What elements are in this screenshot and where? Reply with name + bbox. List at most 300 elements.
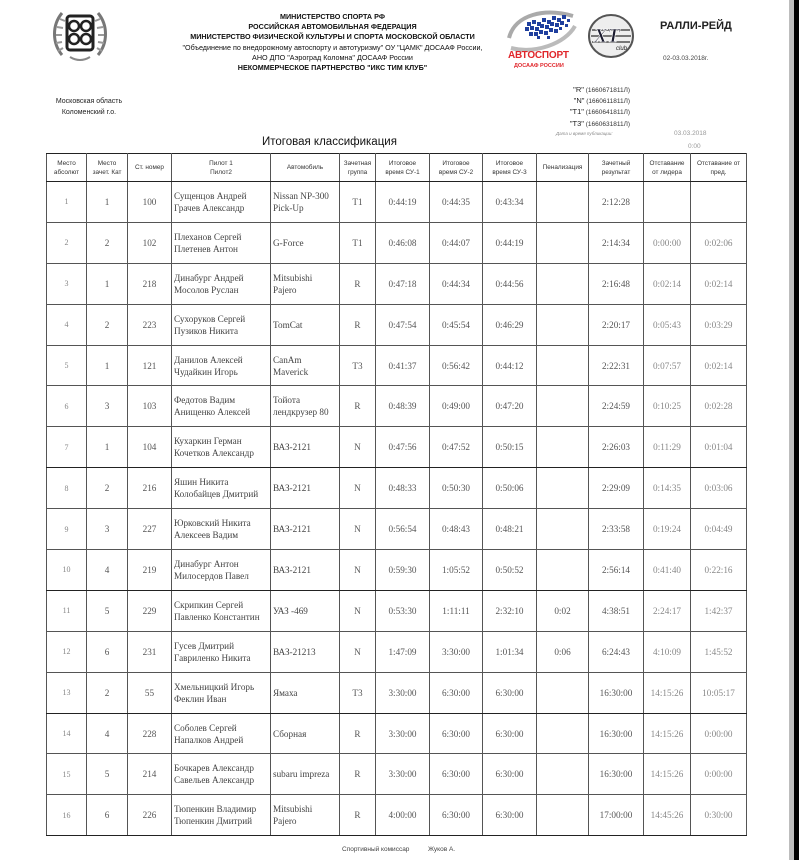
- cell-start-number: 216: [128, 468, 172, 509]
- column-header-line: Итоговое: [495, 159, 524, 167]
- cell-gap-prev: 0:02:06: [691, 222, 747, 263]
- table-row: [47, 795, 747, 836]
- cell-car-line: ВАЗ-2121: [273, 483, 311, 494]
- cell-gap-prev: 0:02:28: [691, 386, 747, 427]
- cell-su2: 0:44:35: [430, 182, 483, 223]
- cell-place-cat: 5: [87, 590, 128, 631]
- cell-group: R: [340, 386, 376, 427]
- cell-place-cat: 3: [87, 509, 128, 550]
- cell-pilots-line: Скрипкин Сергей: [174, 599, 244, 610]
- cell-result: 4:38:51: [589, 590, 644, 631]
- license-code: (1660671811Л): [585, 87, 630, 94]
- cell-su2: 0:47:52: [430, 427, 483, 468]
- cell-pilots-line: Павленко Константин: [174, 611, 260, 622]
- cell-pilots-line: Милосердов Павел: [174, 570, 249, 581]
- cell-pilots: [172, 631, 271, 672]
- cell-place-cat: 4: [87, 713, 128, 754]
- cell-su3: 6:30:00: [483, 754, 537, 795]
- cell-gap-prev: 0:03:29: [691, 304, 747, 345]
- column-header-line: пред.: [710, 168, 727, 176]
- cell-car: [271, 345, 340, 386]
- cell-car: [271, 263, 340, 304]
- column-header-line: Зачетная: [343, 159, 372, 167]
- cell-result: 2:20:17: [589, 304, 644, 345]
- column-header-line: от лидера: [652, 168, 682, 176]
- table-row: [47, 713, 747, 754]
- cell-result: 16:30:00: [589, 713, 644, 754]
- cell-pilots-line: Феклин Иван: [174, 693, 227, 704]
- table-row: [47, 222, 747, 263]
- cell-car-line: Mitsubishi: [273, 272, 313, 283]
- cell-gap-leader: [644, 182, 691, 223]
- cell-group: T3: [340, 672, 376, 713]
- cell-group: R: [340, 795, 376, 836]
- cell-car: [271, 795, 340, 836]
- column-header-car: [271, 154, 340, 182]
- column-header-line: зачет. Кат: [92, 168, 122, 176]
- cell-gap-prev: 0:22:16: [691, 550, 747, 591]
- cell-place-abs: 9: [47, 509, 87, 550]
- column-header-su3: [483, 154, 537, 182]
- cell-car-line: subaru impreza: [273, 769, 330, 780]
- cell-car-line: УАЗ -469: [273, 605, 308, 616]
- cell-gap-prev: 0:00:00: [691, 754, 747, 795]
- cell-su1: 0:46:08: [376, 222, 430, 263]
- column-header-gap-leader: [644, 154, 691, 182]
- column-header-place-cat: [87, 154, 128, 182]
- cell-gap-leader: 0:00:00: [644, 222, 691, 263]
- table-row: [47, 468, 747, 509]
- cell-start-number: 227: [128, 509, 172, 550]
- cell-su1: 0:47:54: [376, 304, 430, 345]
- cell-result: 2:16:48: [589, 263, 644, 304]
- cell-su2: 0:56:42: [430, 345, 483, 386]
- cell-gap-prev: 0:04:49: [691, 509, 747, 550]
- license-item: [540, 107, 670, 118]
- cell-su1: 0:53:30: [376, 590, 430, 631]
- cell-place-cat: 5: [87, 754, 128, 795]
- cell-car-line: Сборная: [273, 728, 307, 739]
- cell-place-abs: 13: [47, 672, 87, 713]
- cell-penalty: [537, 304, 589, 345]
- cell-result: 2:26:03: [589, 427, 644, 468]
- cell-place-abs: 1: [47, 182, 87, 223]
- cell-su2: 0:44:34: [430, 263, 483, 304]
- cell-su1: 0:59:30: [376, 550, 430, 591]
- cell-su3: 0:43:34: [483, 182, 537, 223]
- cell-start-number: 226: [128, 795, 172, 836]
- avtosport-logo-subtext: ДОСААФ РОССИИ: [514, 63, 564, 69]
- cell-pilots-line: Хмельницкий Игорь: [174, 681, 255, 692]
- publication-label: Дата и время публикации:: [556, 131, 613, 136]
- cell-pilots: [172, 468, 271, 509]
- cell-gap-prev: 0:02:14: [691, 263, 747, 304]
- cell-su2: 1:11:11: [430, 590, 483, 631]
- avtosport-logo-text: АВТОСПОРТ: [508, 50, 569, 61]
- cell-pilots-line: Тюпенкин Дмитрий: [174, 816, 253, 827]
- license-item: [540, 119, 670, 130]
- cell-gap-leader: 14:15:26: [644, 713, 691, 754]
- cell-pilots: [172, 304, 271, 345]
- cell-pilots: [172, 590, 271, 631]
- cell-car-line: ВАЗ-2121: [273, 564, 311, 575]
- cell-su1: 4:00:00: [376, 795, 430, 836]
- cell-pilots-line: Соболев Сергей: [174, 722, 237, 733]
- cell-start-number: 229: [128, 590, 172, 631]
- publication-time: 0:00: [688, 143, 701, 150]
- cell-su3: 6:30:00: [483, 795, 537, 836]
- cell-pilots: [172, 795, 271, 836]
- cell-start-number: 102: [128, 222, 172, 263]
- svg-text:club: club: [616, 46, 628, 52]
- cell-pilots-line: Плеханов Сергей: [174, 231, 242, 242]
- cell-pilots-line: Гавриленко Никита: [174, 652, 251, 663]
- column-header-line: Пенализация: [542, 164, 583, 171]
- table-header-row: [47, 154, 747, 182]
- cell-place-abs: 16: [47, 795, 87, 836]
- cell-su1: 1:47:09: [376, 631, 430, 672]
- cell-gap-leader: 0:14:35: [644, 468, 691, 509]
- cell-car-line: Mitsubishi: [273, 804, 313, 815]
- cell-penalty: [537, 509, 589, 550]
- cell-pilots: [172, 713, 271, 754]
- table-row: [47, 754, 747, 795]
- column-header-result: [589, 154, 644, 182]
- cell-penalty: [537, 468, 589, 509]
- cell-place-abs: 10: [47, 550, 87, 591]
- cell-penalty: [537, 795, 589, 836]
- region-block: [44, 96, 134, 118]
- document-title: Итоговая классификация: [262, 136, 397, 148]
- cell-pilots-line: Чудайкин Игорь: [174, 366, 238, 377]
- cell-car-line: Maverick: [273, 366, 309, 377]
- cell-penalty: 0:02: [537, 590, 589, 631]
- cell-start-number: 55: [128, 672, 172, 713]
- column-header-line: Итоговое: [388, 159, 417, 167]
- cell-gap-prev: 0:00:00: [691, 713, 747, 754]
- cell-car: [271, 672, 340, 713]
- cell-gap-prev: 0:02:14: [691, 345, 747, 386]
- cell-gap-leader: 2:24:17: [644, 590, 691, 631]
- cell-place-cat: 2: [87, 222, 128, 263]
- cell-pilots: [172, 263, 271, 304]
- cell-result: 6:24:43: [589, 631, 644, 672]
- cell-result: 17:00:00: [589, 795, 644, 836]
- cell-gap-leader: 0:11:29: [644, 427, 691, 468]
- column-header-line: Пилот2: [210, 168, 232, 176]
- column-header-penalty: [537, 154, 589, 182]
- cell-place-cat: 3: [87, 386, 128, 427]
- cell-group: R: [340, 754, 376, 795]
- column-header-line: результат: [601, 168, 631, 176]
- cell-start-number: 223: [128, 304, 172, 345]
- cell-su2: 6:30:00: [430, 672, 483, 713]
- column-header-line: Пилот 1: [209, 159, 233, 167]
- cell-su3: 0:44:19: [483, 222, 537, 263]
- cell-penalty: 0:06: [537, 631, 589, 672]
- cell-pilots: [172, 754, 271, 795]
- cell-pilots-line: Кочетков Александр: [174, 448, 254, 459]
- cell-car: [271, 509, 340, 550]
- table-row: [47, 427, 747, 468]
- cell-place-cat: 1: [87, 182, 128, 223]
- cell-car: [271, 550, 340, 591]
- cell-pilots-line: Бочкарев Александр: [174, 763, 254, 774]
- cell-group: R: [340, 263, 376, 304]
- license-code: (1660641811Л): [585, 109, 630, 117]
- cell-su1: 3:30:00: [376, 672, 430, 713]
- org-line: РОССИЙСКАЯ АВТОМОБИЛЬНАЯ ФЕДЕРАЦИЯ: [248, 22, 417, 32]
- org-line: МИНИСТЕРСТВО ФИЗИЧЕСКОЙ КУЛЬТУРЫ И СПОРТА МОСКОВСКОЙ ОБЛАСТИ: [190, 32, 475, 42]
- cell-place-cat: 2: [87, 468, 128, 509]
- cell-pilots-line: Кухаркин Герман: [174, 436, 242, 447]
- cell-result: 16:30:00: [589, 754, 644, 795]
- table-row: [47, 550, 747, 591]
- cell-pilots: [172, 550, 271, 591]
- avtosport-logo: [505, 8, 580, 70]
- column-header-gap-prev: [691, 154, 747, 182]
- cell-gap-leader: 14:15:26: [644, 672, 691, 713]
- cell-car-line: CanAm: [273, 354, 302, 365]
- org-line: МИНИСТЕРСТВО СПОРТА РФ: [280, 12, 385, 21]
- publication-date: 03.03.2018: [674, 130, 707, 137]
- cell-gap-leader: 14:15:26: [644, 754, 691, 795]
- cell-penalty: [537, 550, 589, 591]
- cell-group: N: [340, 550, 376, 591]
- cell-car-line: Pajero: [273, 284, 297, 295]
- cell-group: N: [340, 427, 376, 468]
- cell-pilots-line: Сущенцов Андрей: [174, 190, 247, 201]
- cell-su2: 6:30:00: [430, 713, 483, 754]
- xteam-club-logo-icon: [586, 12, 636, 60]
- cell-group: T1: [340, 222, 376, 263]
- cell-car-line: TomCat: [273, 319, 303, 330]
- cell-place-abs: 5: [47, 345, 87, 386]
- cell-su2: 0:49:00: [430, 386, 483, 427]
- region-line: Коломенский г.о.: [61, 109, 117, 116]
- cell-place-cat: 6: [87, 631, 128, 672]
- cell-su3: 0:50:06: [483, 468, 537, 509]
- event-title: РАЛЛИ-РЕЙД: [660, 20, 732, 32]
- scrollbar-edge[interactable]: [794, 0, 799, 860]
- cell-result: 2:14:34: [589, 222, 644, 263]
- cell-car-line: ВАЗ-21213: [273, 646, 316, 657]
- cell-pilots: [172, 222, 271, 263]
- cell-su3: 6:30:00: [483, 672, 537, 713]
- cell-su1: 3:30:00: [376, 754, 430, 795]
- cell-gap-leader: 0:02:14: [644, 263, 691, 304]
- cell-car: [271, 713, 340, 754]
- cell-gap-prev: 0:03:06: [691, 468, 747, 509]
- cell-car: [271, 386, 340, 427]
- cell-car: [271, 468, 340, 509]
- cell-pilots: [172, 672, 271, 713]
- table-row: [47, 672, 747, 713]
- column-header-group: [340, 154, 376, 182]
- cell-car-line: G-Force: [273, 237, 304, 248]
- org-line: "Объединение по внедорожному автоспорту и автотуризму" ОУ "ЦАМК" ДОСААФ России,: [182, 42, 483, 52]
- cell-pilots-line: Колобайцев Дмитрий: [174, 489, 259, 500]
- region-line: Московская область: [55, 98, 123, 105]
- commissioner-name: Жуков А.: [428, 846, 456, 853]
- license-code: (1660631811Л): [585, 120, 630, 128]
- cell-pilots-line: Анищенко Алексей: [174, 407, 251, 418]
- column-header-line: Отставание: [649, 159, 685, 167]
- license-group: "T3": [569, 118, 584, 128]
- cell-gap-leader: 0:05:43: [644, 304, 691, 345]
- cell-su1: 0:48:33: [376, 468, 430, 509]
- cell-result: 16:30:00: [589, 672, 644, 713]
- column-header-line: Место: [97, 159, 117, 167]
- cell-start-number: 214: [128, 754, 172, 795]
- cell-pilots-line: Яшин Никита: [174, 477, 229, 488]
- cell-su3: 0:50:52: [483, 550, 537, 591]
- cell-start-number: 218: [128, 263, 172, 304]
- cell-su2: 3:30:00: [430, 631, 483, 672]
- column-header-line: абсолют: [53, 168, 80, 176]
- cell-result: 2:56:14: [589, 550, 644, 591]
- cell-group: R: [340, 713, 376, 754]
- cell-place-abs: 6: [47, 386, 87, 427]
- cell-group: R: [340, 304, 376, 345]
- cell-penalty: [537, 713, 589, 754]
- cell-start-number: 228: [128, 713, 172, 754]
- cell-car: [271, 754, 340, 795]
- column-header-line: Ст. номер: [135, 164, 164, 171]
- cell-su1: 0:44:19: [376, 182, 430, 223]
- cell-car-line: лендкрузер 80: [273, 407, 329, 418]
- cell-pilots-line: Тюпенкин Владимир: [174, 804, 257, 815]
- cell-car-line: Тойота: [273, 395, 301, 406]
- cell-place-abs: 14: [47, 713, 87, 754]
- cell-place-abs: 3: [47, 263, 87, 304]
- cell-pilots-line: Напалков Андрей: [174, 734, 244, 745]
- table-row: [47, 509, 747, 550]
- cell-penalty: [537, 672, 589, 713]
- license-group: "T1": [569, 107, 584, 117]
- cell-su3: 0:47:20: [483, 386, 537, 427]
- column-header-line: Зачетный: [601, 159, 631, 167]
- cell-pilots-line: Грачев Александр: [174, 202, 245, 213]
- cell-su3: 0:50:15: [483, 427, 537, 468]
- cell-place-cat: 2: [87, 304, 128, 345]
- cell-car-line: Ямаха: [273, 687, 298, 698]
- cell-su3: 2:32:10: [483, 590, 537, 631]
- table-row: [47, 304, 747, 345]
- license-group: "R": [573, 85, 584, 94]
- cell-gap-prev: 1:42:37: [691, 590, 747, 631]
- cell-gap-prev: [691, 182, 747, 223]
- cell-place-abs: 12: [47, 631, 87, 672]
- cell-penalty: [537, 182, 589, 223]
- cell-result: 2:29:09: [589, 468, 644, 509]
- cell-pilots-line: Динабург Андрей: [174, 272, 244, 283]
- cell-su3: 6:30:00: [483, 713, 537, 754]
- cell-car: [271, 590, 340, 631]
- license-item: [540, 85, 670, 96]
- cell-result: 2:22:31: [589, 345, 644, 386]
- cell-place-cat: 1: [87, 427, 128, 468]
- column-header-line: время СУ-2: [438, 168, 474, 176]
- cell-start-number: 121: [128, 345, 172, 386]
- license-group: "N": [573, 96, 585, 106]
- cell-group: N: [340, 509, 376, 550]
- cell-pilots: [172, 509, 271, 550]
- cell-pilots: [172, 345, 271, 386]
- cell-group: N: [340, 468, 376, 509]
- cell-su1: 0:56:54: [376, 509, 430, 550]
- cell-car-line: ВАЗ-2121: [273, 524, 311, 535]
- cell-su2: 0:50:30: [430, 468, 483, 509]
- column-header-line: Место: [57, 159, 76, 167]
- cell-gap-prev: 10:05:17: [691, 672, 747, 713]
- cell-su1: 0:48:39: [376, 386, 430, 427]
- cell-su3: 0:44:56: [483, 263, 537, 304]
- cell-place-abs: 11: [47, 590, 87, 631]
- cell-car-line: Nissan NP-300: [273, 190, 329, 201]
- cell-pilots-line: Алексеев Вадим: [174, 530, 239, 541]
- cell-car: [271, 427, 340, 468]
- license-list: [540, 85, 670, 130]
- cell-car-line: Pick-Up: [273, 202, 304, 213]
- table-row: [47, 386, 747, 427]
- cell-su1: 3:30:00: [376, 713, 430, 754]
- column-header-line: время СУ-1: [385, 168, 420, 176]
- cell-pilots-line: Данилов Алексей: [174, 354, 243, 365]
- cell-place-abs: 2: [47, 222, 87, 263]
- license-item: [540, 96, 670, 107]
- organizers-block: [150, 12, 515, 73]
- cell-gap-prev: 0:01:04: [691, 427, 747, 468]
- cell-start-number: 219: [128, 550, 172, 591]
- cell-gap-leader: 0:41:40: [644, 550, 691, 591]
- cell-su1: 0:41:37: [376, 345, 430, 386]
- column-header-place-abs: [47, 154, 87, 182]
- cell-car-line: Pajero: [273, 816, 297, 827]
- cell-gap-leader: 0:19:24: [644, 509, 691, 550]
- cell-penalty: [537, 222, 589, 263]
- cell-place-cat: 1: [87, 263, 128, 304]
- cell-group: N: [340, 631, 376, 672]
- cell-pilots-line: Плетенев Антон: [174, 243, 238, 254]
- cell-result: 2:12:28: [589, 182, 644, 223]
- cell-gap-leader: 0:07:57: [644, 345, 691, 386]
- cell-start-number: 231: [128, 631, 172, 672]
- column-header-line: Итоговое: [442, 159, 470, 167]
- org-line: АНО ДПО "Аэроград Коломна" ДОСААФ России: [252, 52, 413, 62]
- cell-place-abs: 4: [47, 304, 87, 345]
- cell-gap-leader: 14:45:26: [644, 795, 691, 836]
- commissioner-role: Спортивный комиссар: [342, 846, 410, 853]
- cell-start-number: 100: [128, 182, 172, 223]
- cell-pilots: [172, 386, 271, 427]
- column-header-line: Автомобиль: [286, 164, 324, 171]
- column-header-start-number: [128, 154, 172, 182]
- cell-pilots-line: Федотов Вадим: [174, 395, 236, 406]
- cell-group: N: [340, 590, 376, 631]
- cell-place-cat: 6: [87, 795, 128, 836]
- cell-start-number: 103: [128, 386, 172, 427]
- cell-place-cat: 2: [87, 672, 128, 713]
- cell-pilots-line: Гусев Дмитрий: [174, 640, 235, 651]
- cell-car-line: ВАЗ-2121: [273, 442, 311, 453]
- cell-car: [271, 304, 340, 345]
- cell-su3: 0:46:29: [483, 304, 537, 345]
- cell-su3: 0:48:21: [483, 509, 537, 550]
- svg-text:XT: XT: [594, 25, 620, 47]
- cell-place-abs: 15: [47, 754, 87, 795]
- cell-gap-leader: 4:10:09: [644, 631, 691, 672]
